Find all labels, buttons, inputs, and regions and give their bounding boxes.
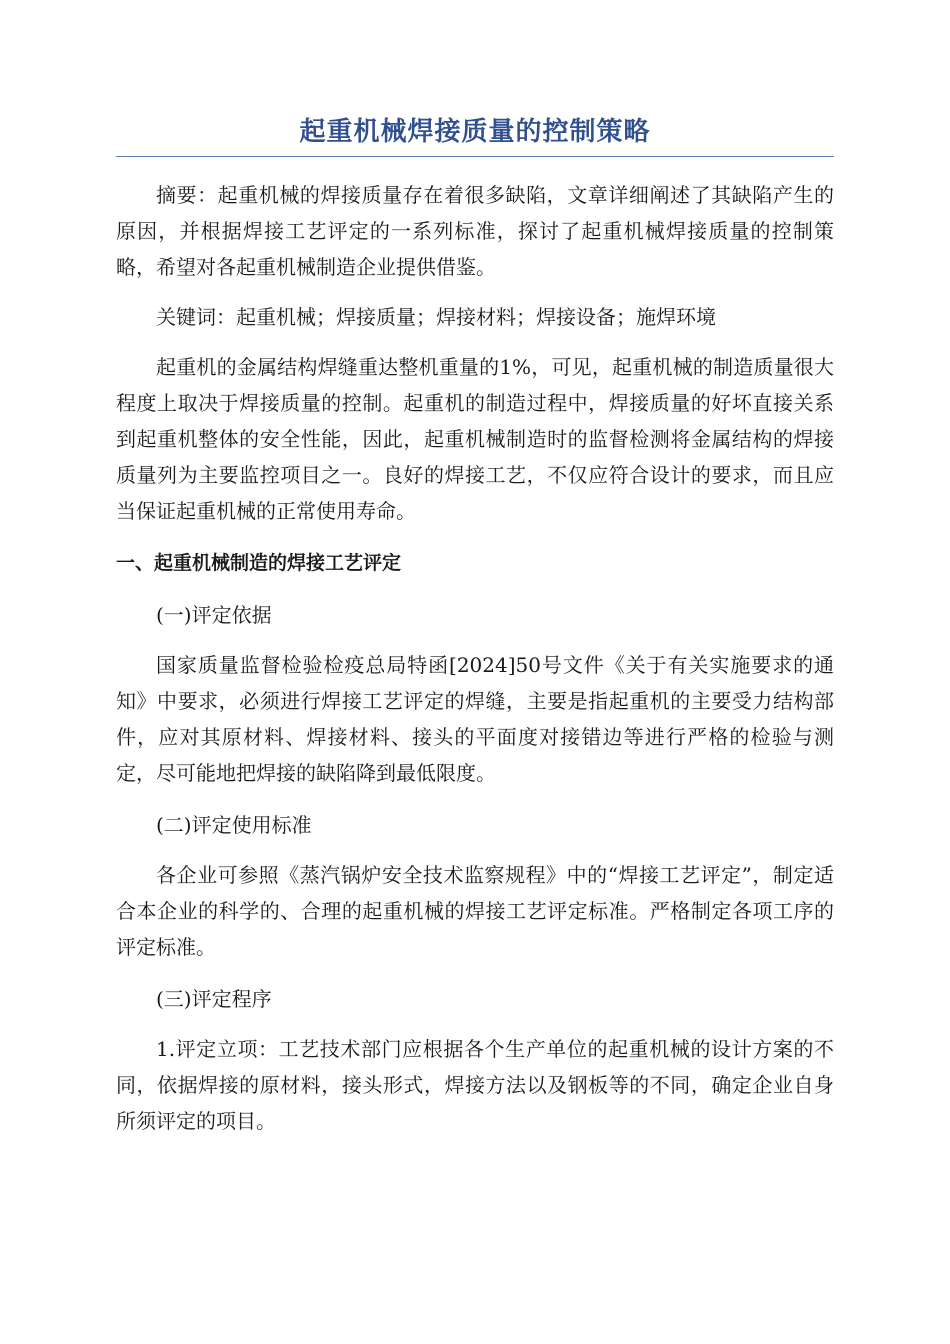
- paragraph-standards: 各企业可参照《蒸汽锅炉安全技术监察规程》中的“焊接工艺评定”，制定适合本企业的科学的、合理的起重机械的焊接工艺评定标准。严格制定各项工序的评定标准。: [116, 863, 834, 959]
- keywords-line: 关键词：起重机械；焊接质量；焊接材料；焊接设备；施焊环境: [156, 305, 716, 329]
- subheading-procedure: (三)评定程序: [156, 987, 272, 1011]
- document-title: 起重机械焊接质量的控制策略: [116, 112, 834, 157]
- subheading-standards: (二)评定使用标准: [156, 813, 312, 837]
- paragraph-basis: 国家质量监督检验检疫总局特函[2024]50号文件《关于有关实施要求的通知》中要求，必须进行焊接工艺评定的焊缝，主要是指起重机的主要受力结构部件，应对其原材料、焊接材料、接头的平面度对接错边等进行严格的检验与测定，尽可能地把焊接的缺陷降到最低限度。: [116, 653, 834, 785]
- abstract-paragraph: 摘要：起重机械的焊接质量存在着很多缺陷，文章详细阐述了其缺陷产生的原因，并根据焊接工艺评定的一系列标准，探讨了起重机械焊接质量的控制策略，希望对各起重机械制造企业提供借鉴。: [116, 183, 834, 279]
- subheading-basis: (一)评定依据: [156, 603, 272, 627]
- section-heading-1: 一、起重机械制造的焊接工艺评定: [116, 552, 402, 574]
- intro-paragraph: 起重机的金属结构焊缝重达整机重量的1%，可见，起重机械的制造质量很大程度上取决于焊接质量的控制。起重机的制造过程中，焊接质量的好坏直接关系到起重机整体的安全性能，因此，起重机械制造时的监督检测将金属结构的焊接质量列为主要监控项目之一。良好的焊接工艺，不仅应符合设计的要求，而且应当保证起重机械的正常使用寿命。: [116, 355, 834, 523]
- document-page: [116, 112, 834, 1139]
- paragraph-procedure: 1.评定立项：工艺技术部门应根据各个生产单位的起重机械的设计方案的不同，依据焊接的原材料，接头形式，焊接方法以及钢板等的不同，确定企业自身所须评定的项目。: [116, 1037, 834, 1133]
